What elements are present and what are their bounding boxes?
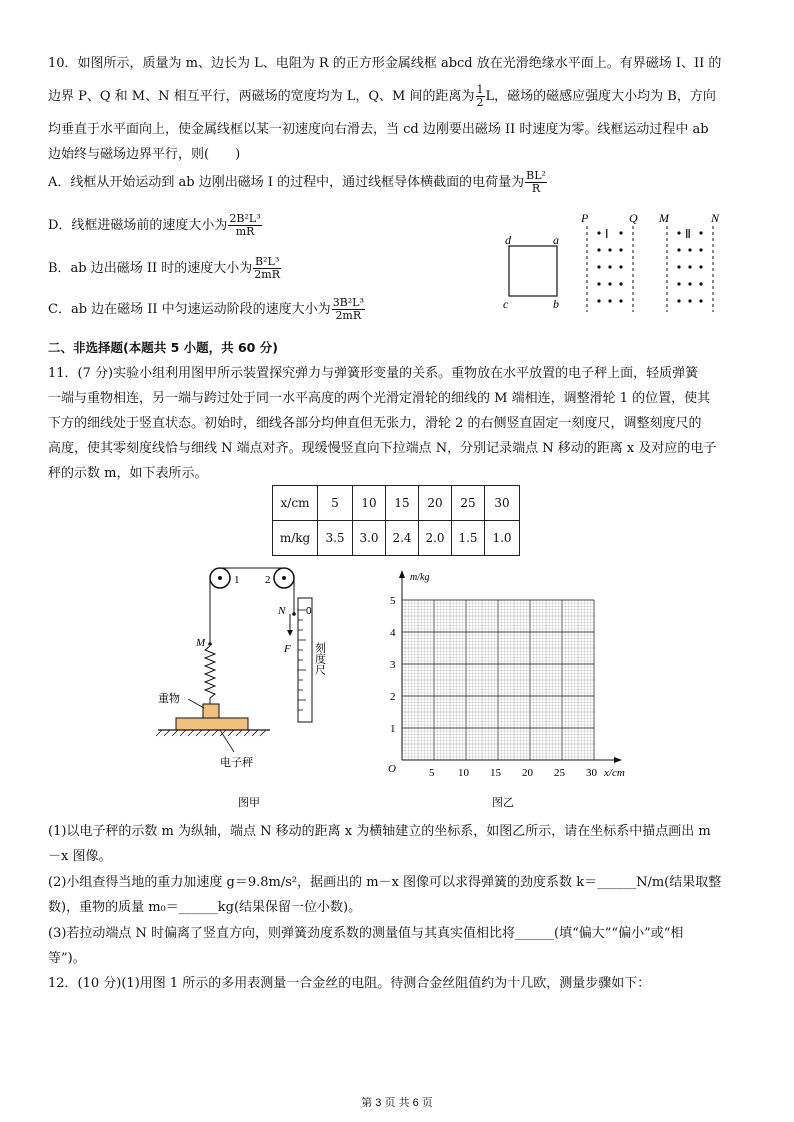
q10-line-4: 边始终与磁场边界平行，则( ) (48, 147, 241, 162)
q11-line-5: 秤的示数 m，如下表所示。 (48, 466, 208, 481)
y-tick: 2 (390, 691, 396, 703)
label-P: P (581, 211, 589, 225)
electronic-scale (176, 718, 248, 730)
half-num: 1 (476, 83, 484, 96)
q10-option-c (48, 297, 366, 322)
q11-data-table (272, 485, 520, 556)
x-tick: 5 (429, 767, 435, 779)
y-tick: 3 (390, 659, 396, 671)
option-a-text: A．线框从开始运动到 ab 边刚出磁场 I 的过程中，通过线框导体横截面的电荷量为 (48, 175, 525, 190)
x-axis-label: x/cm (604, 767, 625, 779)
option-a-fraction (525, 170, 547, 195)
label-F: F (284, 643, 291, 655)
q10-field-figure (495, 208, 735, 318)
option-b-text: B．ab 边出磁场 II 时的速度大小为 (48, 261, 253, 276)
x-tick: 10 (458, 767, 469, 779)
option-b-fraction (253, 256, 281, 281)
weight-label: 重物 (158, 692, 180, 705)
q10-option-d (48, 213, 263, 238)
q11-line-3: 下方的细线处于竖直状态。初始时，细线各部分均伸直但无张力，滑轮 2 的右侧竖直固定一刻度尺，调整刻度尺的 (48, 416, 702, 431)
q11-part3-line-2: 等”)。 (48, 951, 86, 966)
table-cell-m: 1.0 (485, 521, 520, 556)
ruler-zero: 0 (306, 606, 312, 617)
x-tick: 25 (554, 767, 565, 779)
ruler-label: 刻度尺 (313, 642, 327, 675)
table-cell-x: 15 (386, 486, 419, 521)
q11-line-4: 高度，使其零刻度线恰与细线 N 端点对齐。现缓慢竖直向下拉端点 N，分别记录端点 N 移动的距离 x 及对应的电子 (48, 441, 717, 456)
x-tick: 30 (586, 767, 597, 779)
table-cell-x: 5 (318, 486, 353, 521)
scale-label: 电子秤 (220, 756, 253, 769)
section-2-heading: 二、非选择题(本题共 5 小题，共 60 分) (48, 340, 278, 355)
y-tick: 5 (390, 595, 396, 607)
label-M-end: M (196, 637, 206, 649)
ground-hatching (156, 730, 266, 736)
y-tick: 4 (390, 627, 396, 639)
q11-line-1: 11．(7 分)实验小组利用图甲所示装置探究弹力与弹簧形变量的关系。重物放在水平放置的电子秤上面，轻质弹簧 (48, 366, 699, 381)
field-dots (597, 231, 702, 302)
figure-a-caption: 图甲 (238, 796, 260, 809)
table-cell-x: 30 (485, 486, 520, 521)
q12-line-1: 12．(10 分)(1)用图 1 所示的多用表测量一合金丝的电阻。待测合金丝阻值约为十几欧，测量步骤如下： (48, 976, 651, 991)
q10-fraction-half (476, 84, 485, 109)
q11-part1-line-1: (1)以电子秤的示数 m 为纵轴，端点 N 移动的距离 x 为横轴建立的坐标系，如图乙所示，请在坐标系中描点画出 m (48, 824, 711, 839)
table-cell-m: 3.0 (353, 521, 386, 556)
table-cell-x: 10 (353, 486, 386, 521)
weight-block (203, 704, 219, 718)
q11-line-2: 一端与重物相连，另一端与跨过处于同一水平高度的两个光滑定滑轮的细线的 M 端相连，调整滑轮 1 的位置，使其 (48, 391, 711, 406)
table-row-x (273, 486, 520, 521)
grid-lines (402, 600, 594, 760)
half-den: 2 (476, 96, 484, 109)
spring (205, 646, 215, 704)
figure-graph-grid (380, 566, 650, 816)
pulley-2-label: 2 (265, 574, 271, 586)
option-b-num: B²L³ (255, 255, 280, 268)
q10-option-b (48, 256, 282, 281)
page-footer: 第 3 页 共 6 页 (361, 1097, 433, 1109)
table-head-x: x/cm (273, 486, 318, 521)
label-d: d (505, 233, 511, 247)
option-a-num: BL² (526, 169, 546, 182)
label-field-II: Ⅱ (685, 227, 691, 241)
option-c-num: 3B²L³ (332, 296, 364, 309)
label-field-I: Ⅰ (605, 227, 609, 241)
label-a: a (553, 233, 559, 247)
option-c-text: C．ab 边在磁场 II 中匀速运动阶段的速度大小为 (48, 302, 331, 317)
label-c: c (503, 297, 509, 311)
y-axis-label: m/kg (410, 572, 430, 583)
label-b: b (553, 297, 559, 311)
table-row-m (273, 521, 520, 556)
y-tick: 1 (390, 723, 396, 735)
table-cell-m: 2.0 (419, 521, 452, 556)
q11-part3-line-1: (3)若拉动端点 N 时偏离了竖直方向，则弹簧劲度系数的测量值与其真实值相比将______(填“偏大”“偏小”或“相 (48, 926, 684, 941)
label-N: N (711, 211, 720, 225)
option-d-text: D．线框进磁场前的速度大小为 (48, 218, 228, 233)
q10-line-3: 均垂直于水平面向上，使金属线框以某一初速度向右滑去，当 cd 边刚要出磁场 II 时速度为零。线框运动过程中 ab (48, 122, 709, 137)
q11-part1-line-2: －x 图像。 (48, 849, 112, 864)
figure-b-caption: 图乙 (492, 796, 514, 809)
label-M: M (659, 211, 669, 225)
table-cell-x: 20 (419, 486, 452, 521)
x-tick: 15 (490, 767, 501, 779)
table-head-m: m/kg (273, 521, 318, 556)
q10-line-2b: L，磁场的磁感应强度大小均为 B，方向 (485, 89, 716, 104)
q10-line-1: 10．如图所示，质量为 m、边长为 L、电阻为 R 的正方形金属线框 abcd 放在光滑绝缘水平面上。有界磁场 I、II 的 (48, 56, 722, 71)
x-tick: 20 (522, 767, 533, 779)
option-d-num: 2B²L³ (229, 212, 261, 225)
pulley-1-label: 1 (234, 574, 240, 586)
table-cell-m: 3.5 (318, 521, 353, 556)
table-cell-x: 25 (452, 486, 485, 521)
option-c-den: 2mR (335, 309, 362, 322)
label-Q: Q (629, 211, 638, 225)
option-d-fraction (228, 213, 261, 238)
table-cell-m: 1.5 (452, 521, 485, 556)
q10-line-2 (48, 84, 716, 109)
table-cell-m: 2.4 (386, 521, 419, 556)
square-loop (509, 246, 557, 296)
label-N-end: N (278, 605, 286, 617)
q11-part2-line-2: 数)，重物的质量 m₀＝______kg(结果保留一位小数)。 (48, 900, 362, 915)
figure-apparatus (150, 562, 340, 812)
q10-option-a (48, 170, 548, 195)
origin-label: O (388, 763, 396, 775)
option-a-den: R (531, 182, 541, 195)
option-c-fraction (332, 297, 365, 322)
option-b-den: 2mR (254, 268, 281, 281)
option-d-den: mR (235, 225, 255, 238)
q11-part2-line-1: (2)小组查得当地的重力加速度 g＝9.8m/s²，据画出的 m－x 图像可以求得弹簧的劲度系数 k＝______N/m(结果取整 (48, 875, 722, 890)
q10-line-2a: 边界 P、Q 和 M、N 相互平行，两磁场的宽度均为 L，Q、M 间的距离为 (48, 89, 475, 104)
